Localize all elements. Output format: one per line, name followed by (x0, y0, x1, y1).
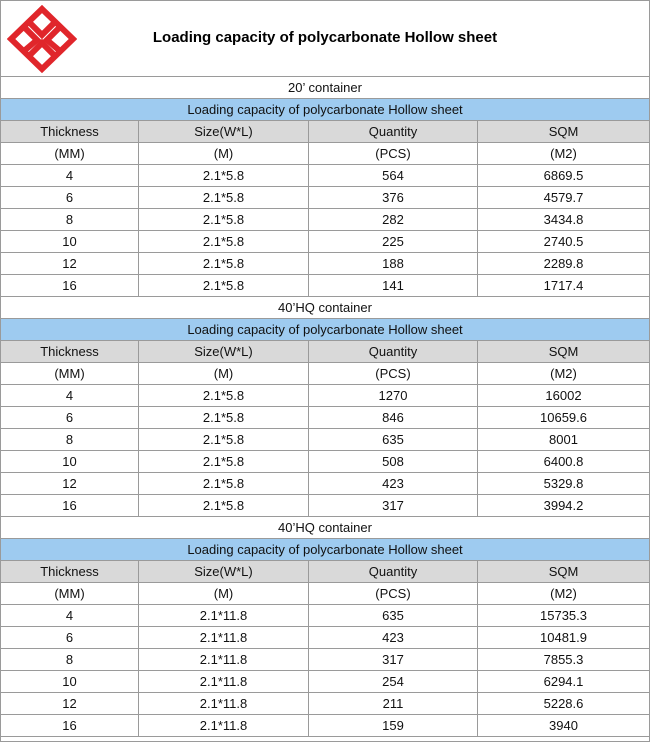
table-cell: 4579.7 (478, 187, 649, 209)
table-cell: 2.1*11.8 (139, 649, 309, 671)
table-units-row (1, 583, 649, 605)
table-row (1, 231, 649, 253)
table-cell: 2.1*5.8 (139, 231, 309, 253)
table-cell: 2.1*5.8 (139, 407, 309, 429)
table-cell: 2.1*5.8 (139, 385, 309, 407)
table-cell: 10659.6 (478, 407, 649, 429)
table-cell: 2.1*5.8 (139, 187, 309, 209)
table-cell: 3434.8 (478, 209, 649, 231)
table-units-row (1, 363, 649, 385)
table-cell: 2.1*5.8 (139, 429, 309, 451)
table-cell: 8 (1, 429, 139, 451)
table-row (1, 187, 649, 209)
table-cell: 846 (309, 407, 478, 429)
table-cell: 2.1*11.8 (139, 671, 309, 693)
table-header-row (1, 561, 649, 583)
table-cell: 8 (1, 209, 139, 231)
table-cell: 12 (1, 693, 139, 715)
table-cell: 16 (1, 495, 139, 517)
unit-cell: (MM) (1, 363, 139, 385)
table-row (1, 693, 649, 715)
table-cell: 2289.8 (478, 253, 649, 275)
table-cell: 8001 (478, 429, 649, 451)
table-cell: 4 (1, 605, 139, 627)
table-title-band: Loading capacity of polycarbonate Hollow sheet (1, 539, 649, 561)
table-cell: 423 (309, 627, 478, 649)
table-cell: 4 (1, 165, 139, 187)
table-row (1, 473, 649, 495)
column-header: Size(W*L) (139, 121, 309, 143)
table-units-row (1, 143, 649, 165)
unit-cell: (M2) (478, 363, 649, 385)
table-title-band: Loading capacity of polycarbonate Hollow sheet (1, 99, 649, 121)
unit-cell: (PCS) (309, 363, 478, 385)
column-header: SQM (478, 341, 649, 363)
table-row (1, 605, 649, 627)
table-cell: 2.1*5.8 (139, 253, 309, 275)
unit-cell: (M) (139, 583, 309, 605)
table-cell: 10 (1, 231, 139, 253)
unit-cell: (M2) (478, 143, 649, 165)
table-cell: 3940 (478, 715, 649, 737)
table-cell: 6 (1, 187, 139, 209)
table-cell: 16 (1, 715, 139, 737)
table-cell: 10481.9 (478, 627, 649, 649)
capacity-tables (1, 77, 649, 737)
table-cell: 254 (309, 671, 478, 693)
document-title: Loading capacity of polycarbonate Hollow sheet (152, 29, 498, 46)
unit-cell: (PCS) (309, 143, 478, 165)
table-cell: 188 (309, 253, 478, 275)
table-row (1, 275, 649, 297)
table-header-row (1, 341, 649, 363)
column-header: SQM (478, 561, 649, 583)
table-cell: 211 (309, 693, 478, 715)
column-header: Quantity (309, 341, 478, 363)
table-cell: 6400.8 (478, 451, 649, 473)
table-cell: 3994.2 (478, 495, 649, 517)
column-header: Thickness (1, 121, 139, 143)
table-row (1, 715, 649, 737)
table-cell: 6 (1, 407, 139, 429)
table-cell: 10 (1, 671, 139, 693)
table-row (1, 649, 649, 671)
table-cell: 635 (309, 429, 478, 451)
unit-cell: (MM) (1, 143, 139, 165)
column-header: Quantity (309, 561, 478, 583)
table-row (1, 253, 649, 275)
table-row (1, 627, 649, 649)
table-cell: 16002 (478, 385, 649, 407)
table-cell: 6294.1 (478, 671, 649, 693)
table-cell: 2.1*5.8 (139, 495, 309, 517)
table-cell: 317 (309, 495, 478, 517)
table-cell: 4 (1, 385, 139, 407)
table-cell: 635 (309, 605, 478, 627)
table-cell: 2.1*11.8 (139, 605, 309, 627)
container-type-label: 40’HQ container (1, 297, 649, 319)
table-cell: 282 (309, 209, 478, 231)
table-cell: 5228.6 (478, 693, 649, 715)
table-cell: 6869.5 (478, 165, 649, 187)
table-cell: 141 (309, 275, 478, 297)
table-cell: 5329.8 (478, 473, 649, 495)
table-row (1, 407, 649, 429)
unit-cell: (PCS) (309, 583, 478, 605)
capacity-section (1, 297, 649, 517)
column-header: Thickness (1, 561, 139, 583)
table-row (1, 385, 649, 407)
table-cell: 10 (1, 451, 139, 473)
column-header: Quantity (309, 121, 478, 143)
column-header: Size(W*L) (139, 561, 309, 583)
table-cell: 2.1*5.8 (139, 165, 309, 187)
table-row (1, 451, 649, 473)
table-cell: 2740.5 (478, 231, 649, 253)
unit-cell: (M) (139, 363, 309, 385)
table-cell: 12 (1, 473, 139, 495)
table-cell: 2.1*5.8 (139, 451, 309, 473)
table-cell: 317 (309, 649, 478, 671)
document-header (1, 1, 649, 77)
table-cell: 1717.4 (478, 275, 649, 297)
table-cell: 376 (309, 187, 478, 209)
container-type-label: 20’ container (1, 77, 649, 99)
column-header: Thickness (1, 341, 139, 363)
table-row (1, 165, 649, 187)
table-cell: 159 (309, 715, 478, 737)
column-header: SQM (478, 121, 649, 143)
table-cell: 423 (309, 473, 478, 495)
capacity-section (1, 77, 649, 297)
column-header: Size(W*L) (139, 341, 309, 363)
table-cell: 2.1*5.8 (139, 275, 309, 297)
capacity-section (1, 517, 649, 737)
table-row (1, 429, 649, 451)
table-title-band: Loading capacity of polycarbonate Hollow sheet (1, 319, 649, 341)
unit-cell: (M) (139, 143, 309, 165)
table-cell: 7855.3 (478, 649, 649, 671)
table-cell: 8 (1, 649, 139, 671)
table-header-row (1, 121, 649, 143)
table-row (1, 209, 649, 231)
container-type-label: 40’HQ container (1, 517, 649, 539)
unit-cell: (M2) (478, 583, 649, 605)
table-cell: 15735.3 (478, 605, 649, 627)
table-cell: 2.1*11.8 (139, 693, 309, 715)
unit-cell: (MM) (1, 583, 139, 605)
table-cell: 225 (309, 231, 478, 253)
table-cell: 16 (1, 275, 139, 297)
table-cell: 2.1*11.8 (139, 715, 309, 737)
table-cell: 2.1*5.8 (139, 209, 309, 231)
table-cell: 1270 (309, 385, 478, 407)
table-cell: 564 (309, 165, 478, 187)
table-row (1, 495, 649, 517)
table-row (1, 671, 649, 693)
table-cell: 508 (309, 451, 478, 473)
table-cell: 12 (1, 253, 139, 275)
table-cell: 2.1*5.8 (139, 473, 309, 495)
table-cell: 2.1*11.8 (139, 627, 309, 649)
table-cell: 6 (1, 627, 139, 649)
